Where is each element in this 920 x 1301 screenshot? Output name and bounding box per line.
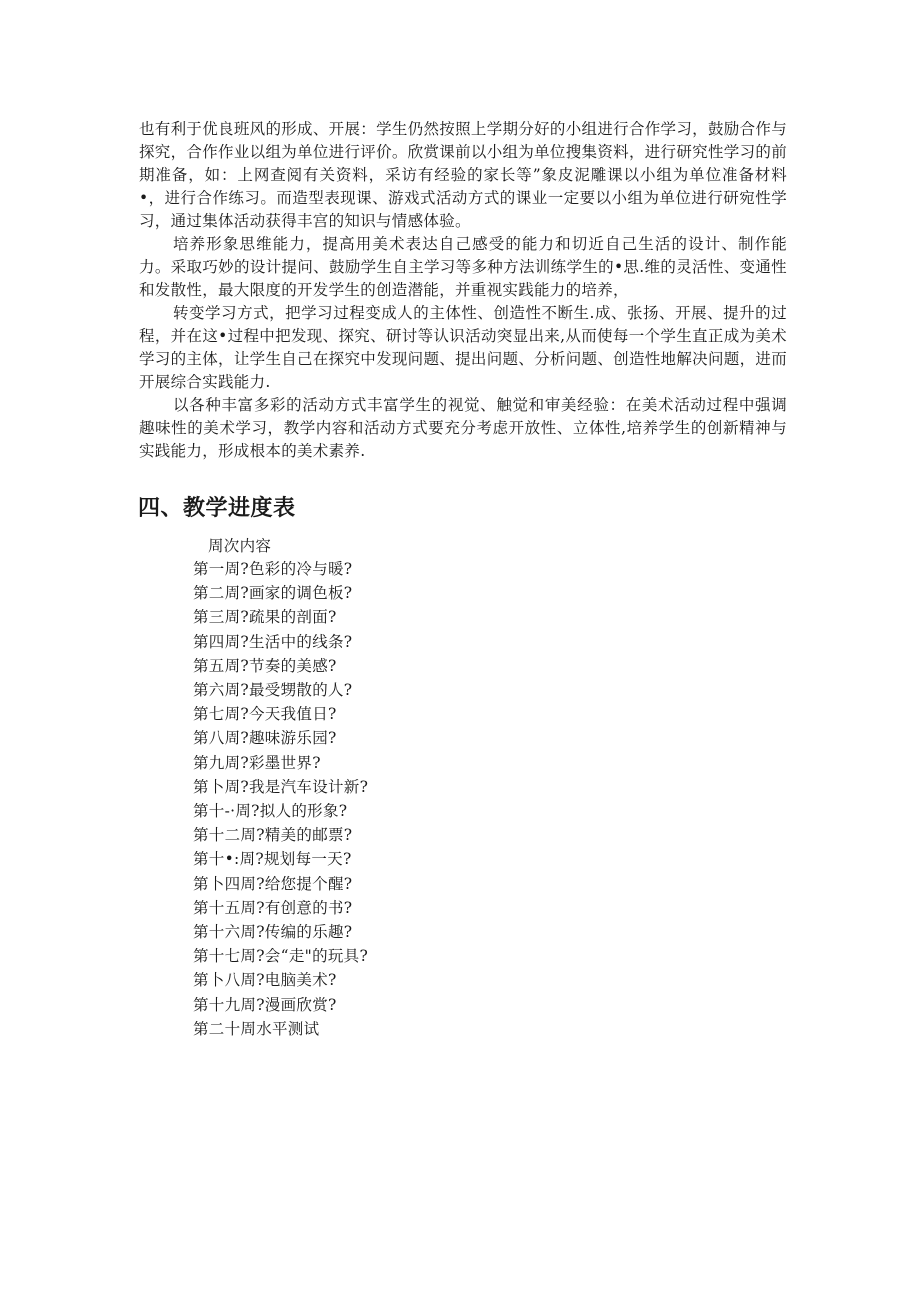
body-text bbox=[139, 118, 787, 463]
schedule-row: 第十二周?精美的邮票? bbox=[193, 826, 353, 845]
paragraph-thinking-ability: 培养形象思维能力，提高用美术表达自己感受的能力和切近自己生活的设计、制作能力。采取巧妙的设计提问、鼓励学生自主学习等多种方法训练学生的•思.维的灵活性、变通性和发散性，最大限度的开发学生的创造潜能，并重视实践能力的培养， bbox=[139, 235, 787, 299]
paragraph-cooperative-learning: 也有利于优良班风的形成、开展：学生仍然按照上学期分好的小组进行合作学习，鼓励合作与探究，合作作业以组为单位进行评价。欣赏课前以小组为单位搜集资料，进行研究性学习的前期准备，如：上网查阅有关资料，采访有经验的家长等”象皮泥雕课以小组为单位准备材料•，进行合作练习。而造型表现课、游戏式活动方式的课业一定要以小组为单位进行研宛性学习，通过集体活动获得丰宫的知识与情感体验。 bbox=[139, 120, 787, 230]
schedule-header: 周次内容 bbox=[208, 537, 272, 555]
schedule-row: 第三周?疏果的剖面? bbox=[193, 608, 337, 627]
section-title: 四、教学进度表 bbox=[138, 496, 296, 521]
schedule-row: 第四周?生活中的线条? bbox=[193, 632, 353, 651]
schedule-row: 第卜四周?给您提个醒? bbox=[193, 874, 353, 893]
schedule-row: 第七周?今天我值日? bbox=[193, 705, 337, 724]
schedule-list bbox=[193, 557, 368, 1041]
schedule-row: 第十六周?传编的乐趣? bbox=[193, 923, 353, 942]
schedule-row: 第卜周?我是汽车设计新? bbox=[193, 777, 369, 796]
schedule-row: 第二周?画家的调色板? bbox=[193, 584, 353, 603]
schedule-row: 第十九周?漫画欣赏? bbox=[193, 995, 337, 1014]
schedule-row: 第十•:周?规划每一天? bbox=[193, 850, 352, 869]
paragraph-learning-method: 转变学习方式，把学习过程变成人的主体性、创造性不断生.成、张扬、开展、提升的过程，并在这•过程中把发现、探究、研讨等认识活动突显出来,从而使每一个学生直正成为美术学习的主体，让学生自己在探究中发现问题、提出问题、分析问题、创造性地解决问题，进而开展综合实践能力. bbox=[139, 304, 787, 391]
schedule-row: 第十-·周?拟人的形象? bbox=[193, 802, 348, 821]
schedule-row: 第十五周?有创意的书? bbox=[193, 898, 353, 917]
schedule-row: 第六周?最受甥散的人? bbox=[193, 681, 353, 700]
schedule-row: 第二十周水平测试 bbox=[193, 1019, 320, 1038]
schedule-row: 第八周?趣味游乐园? bbox=[193, 729, 337, 748]
schedule-row: 第卜八周?电脑美术? bbox=[193, 971, 337, 990]
schedule-row: 第一周?色彩的冷与暖? bbox=[193, 560, 353, 578]
schedule-row: 第五周?节奏的美感? bbox=[193, 656, 337, 675]
schedule-row: 第九周?彩墨世界? bbox=[193, 753, 321, 772]
paragraph-activities: 以各种丰富多彩的活动方式丰富学生的视觉、触觉和审美经验：在美术活动过程中强调趣味性的美术学习，教学内容和活动方式要充分考虑开放性、立体性,培养学生的创新精神与实践能力，形成根本的美术素养. bbox=[139, 396, 787, 460]
schedule-row: 第十七周?会“走"的玩具? bbox=[193, 947, 369, 966]
